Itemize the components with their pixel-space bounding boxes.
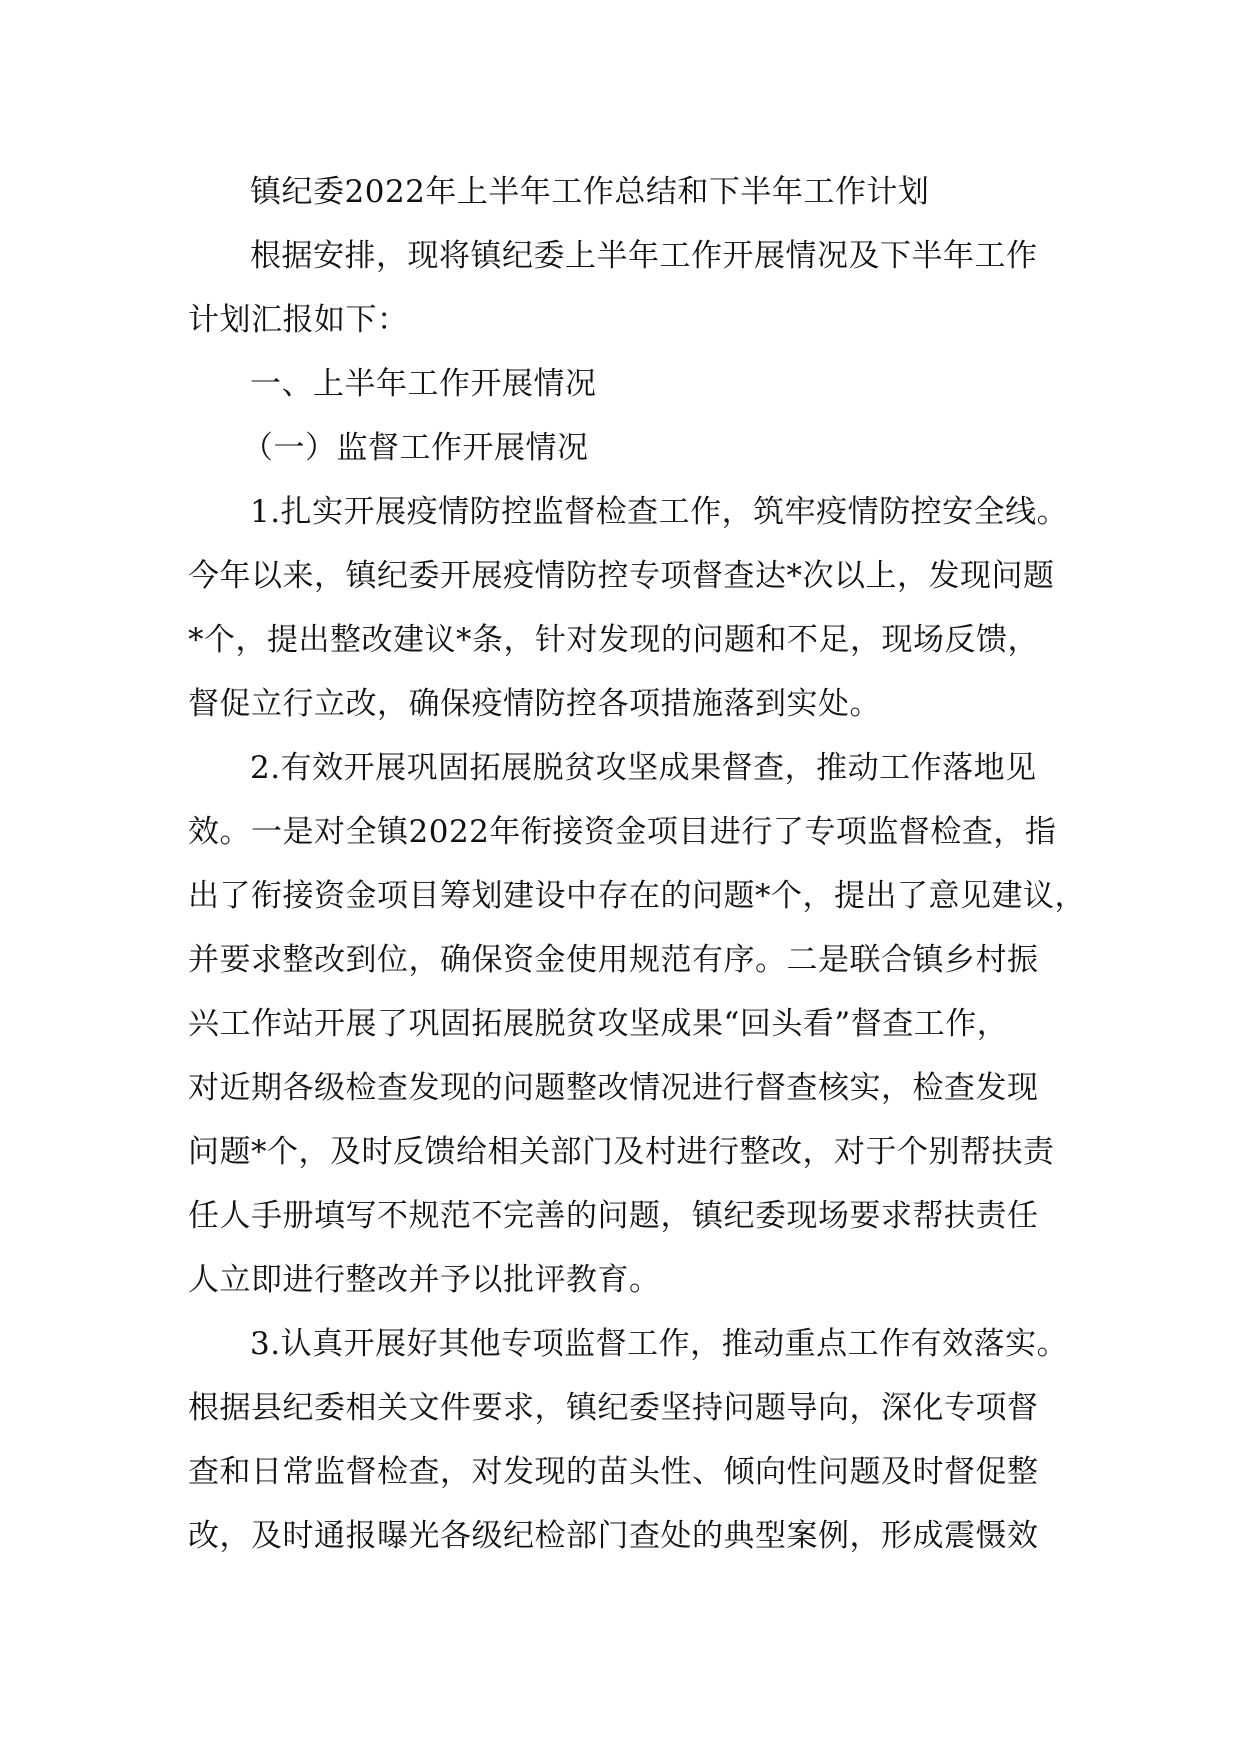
paragraph-line: 改，及时通报曝光各级纪检部门查处的典型案例，形成震慑效 — [188, 1518, 1039, 1554]
paragraph-line: 对近期各级检查发现的问题整改情况进行督查核实，检查发现 — [188, 1070, 1039, 1106]
paragraph-line: 兴工作站开展了巩固拓展脱贫攻坚成果“回头看”督查工作， — [188, 1006, 1009, 1042]
subsection-heading: （一）监督工作开展情况 — [242, 430, 589, 466]
paragraph-line: 3.认真开展好其他专项监督工作，推动重点工作有效落实。 — [250, 1326, 1069, 1362]
paragraph-line: 计划汇报如下： — [188, 302, 409, 338]
paragraph-line: 效。一是对全镇2022年衔接资金项目进行了专项监督检查，指 — [188, 814, 1057, 850]
paragraph-line: *个，提出整改建议*条，针对发现的问题和不足，现场反馈， — [188, 622, 1039, 658]
document-title: 镇纪委2022年上半年工作总结和下半年工作计划 — [250, 174, 930, 210]
paragraph-line: 1.扎实开展疫情防控监督检查工作，筑牢疫情防控安全线。 — [250, 494, 1069, 530]
section-heading: 一、上半年工作开展情况 — [250, 366, 597, 402]
paragraph-line: 并要求整改到位，确保资金使用规范有序。二是联合镇乡村振 — [188, 942, 1039, 978]
document-body — [188, 160, 1086, 1568]
paragraph-line: 人立即进行整改并予以批评教育。 — [188, 1262, 661, 1298]
paragraph-line: 查和日常监督检查，对发现的苗头性、倾向性问题及时督促整 — [188, 1454, 1039, 1490]
paragraph-line: 2.有效开展巩固拓展脱贫攻坚成果督查，推动工作落地见 — [250, 750, 1037, 786]
paragraph-line: 今年以来，镇纪委开展疫情防控专项督查达*次以上，发现问题 — [188, 558, 1055, 594]
paragraph-line: 督促立行立改，确保疫情防控各项措施落到实处。 — [188, 686, 881, 722]
paragraph-line: 出了衔接资金项目筹划建设中存在的问题*个，提出了意见建议， — [188, 878, 1086, 914]
paragraph-line: 根据安排，现将镇纪委上半年工作开展情况及下半年工作 — [250, 238, 1038, 274]
paragraph-line: 任人手册填写不规范不完善的问题，镇纪委现场要求帮扶责任 — [188, 1198, 1039, 1234]
paragraph-line: 根据县纪委相关文件要求，镇纪委坚持问题导向，深化专项督 — [188, 1390, 1039, 1426]
paragraph-line: 问题*个，及时反馈给相关部门及村进行整改，对于个别帮扶责 — [188, 1134, 1055, 1170]
